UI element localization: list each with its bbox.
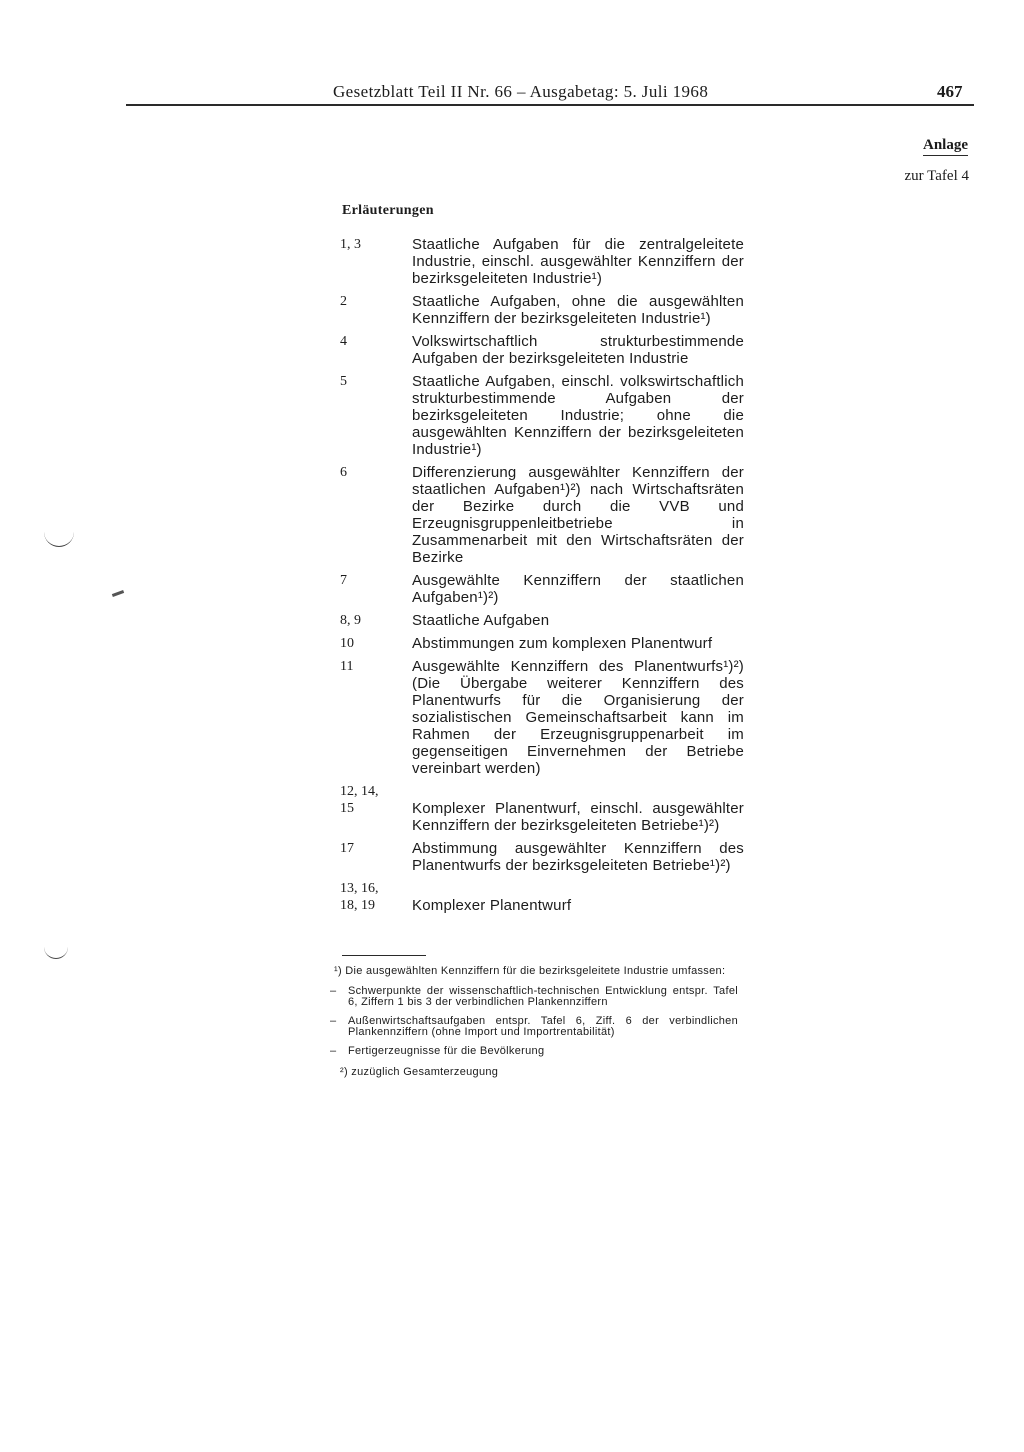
- list-item: [334, 464, 744, 566]
- list-item: [334, 612, 744, 629]
- footnote-item-text: Schwerpunkte der wissenschaftlich-technischen Entwicklung entspr. Tafel 6, Ziffern 1 bis 3 der verbindlichen Plankennziffern: [348, 984, 738, 1008]
- dash-marker: –: [330, 984, 337, 997]
- entry-text: Volkswirtschaftlich strukturbestimmende Aufgaben der bezirksgeleiteten Industrie: [412, 333, 744, 367]
- entry-number: 8, 9: [340, 613, 361, 628]
- scan-mark: [112, 590, 124, 597]
- entry-number: 10: [340, 636, 354, 651]
- entry-number: 5: [340, 374, 347, 389]
- entry-number: 6: [340, 465, 347, 480]
- footnotes: [330, 966, 738, 1079]
- footnote-1-list: [330, 986, 738, 1058]
- explanation-list: [334, 236, 744, 920]
- header-rule: [126, 104, 974, 106]
- entry-text: Differenzierung ausgewählter Kennziffern der staatlichen Aufgaben¹)²) nach Wirtschaftsräten der Bezirke durch die VVB und Erzeugnisgruppenleitbetriebe in Zusammenarbeit mit den Wirtschaftsräten der Bezirke: [412, 464, 744, 566]
- entry-number: 2: [340, 294, 347, 309]
- entry-text: Ausgewählte Kennziffern der staatlichen Aufgaben¹)²): [412, 572, 744, 606]
- entry-text: Ausgewählte Kennziffern des Planentwurfs¹)²) (Die Übergabe weiterer Kennziffern des Planentwurfs für die Organisierung der sozialistischen Gemeinschaftsarbeit kann im Rahmen der Erzeugnisgruppenarbeit im gegenseitigen Einvernehmen der Betriebe vereinbart werden): [412, 658, 744, 777]
- header-title: Gesetzblatt Teil II Nr. 66 – Ausgabetag: 5. Juli 1968: [333, 82, 709, 101]
- entry-text: Staatliche Aufgaben, ohne die ausgewählten Kennziffern der bezirksgeleiteten Industrie¹): [412, 293, 744, 327]
- list-item: [330, 986, 738, 1009]
- footnote-item-text: Fertigerzeugnisse für die Bevölkerung: [348, 1044, 545, 1057]
- scan-mark: [44, 944, 68, 959]
- page-number: 467: [937, 82, 963, 101]
- entry-text: Staatliche Aufgaben: [412, 612, 550, 629]
- entry-text: Komplexer Planentwurf: [412, 897, 572, 914]
- list-item: [334, 658, 744, 777]
- entry-number: 7: [340, 573, 347, 588]
- list-item: [330, 1016, 738, 1039]
- list-item: [334, 635, 744, 652]
- footnote-1-intro: ¹) Die ausgewählten Kennziffern für die bezirksgeleitete Industrie umfassen:: [334, 965, 726, 977]
- entry-number: 12, 14, 15: [340, 784, 379, 816]
- list-item: [334, 840, 744, 874]
- scan-mark: [44, 532, 74, 547]
- entry-text: Abstimmung ausgewählter Kennziffern des Planentwurfs der bezirksgeleiteten Betriebe¹)²): [412, 840, 744, 874]
- list-item: [334, 572, 744, 606]
- list-item: [334, 373, 744, 458]
- list-item: [334, 783, 744, 834]
- footnote-item-text: Außenwirtschaftsaufgaben entspr. Tafel 6, Ziff. 6 der verbindlichen Plankennziffern (ohne Import und Importrentabilität): [348, 1014, 738, 1038]
- entry-text: Staatliche Aufgaben für die zentralgeleitete Industrie, einschl. ausgewählter Kennziffern der bezirksgeleiteten Industrie¹): [412, 236, 744, 287]
- footnote-rule: [342, 955, 426, 956]
- entry-number: 17: [340, 841, 354, 856]
- list-item: [334, 333, 744, 367]
- entry-number: 4: [340, 334, 347, 349]
- dash-marker: –: [330, 1044, 337, 1057]
- annex-reference: zur Tafel 4: [904, 168, 969, 184]
- section-heading: Erläuterungen: [342, 203, 434, 218]
- list-item: [330, 1046, 738, 1058]
- annex-label: Anlage: [923, 137, 968, 156]
- entry-text: Abstimmungen zum komplexen Planentwurf: [412, 635, 713, 652]
- entry-text: Komplexer Planentwurf, einschl. ausgewählter Kennziffern der bezirksgeleiteten Betriebe¹)²): [412, 800, 744, 834]
- footnote-2: ²) zuzüglich Gesamterzeugung: [340, 1066, 499, 1078]
- entry-number: 1, 3: [340, 237, 361, 252]
- list-item: [334, 880, 744, 914]
- entry-number: 11: [340, 659, 354, 674]
- list-item: [334, 236, 744, 287]
- entry-number: 13, 16, 18, 19: [340, 881, 379, 913]
- list-item: [334, 293, 744, 327]
- entry-text: Staatliche Aufgaben, einschl. volkswirtschaftlich strukturbestimmende Aufgaben der bezirksgeleiteten Industrie; ohne die ausgewählten Kennziffern der bezirksgeleiteten Industrie¹): [412, 373, 744, 458]
- dash-marker: –: [330, 1014, 337, 1027]
